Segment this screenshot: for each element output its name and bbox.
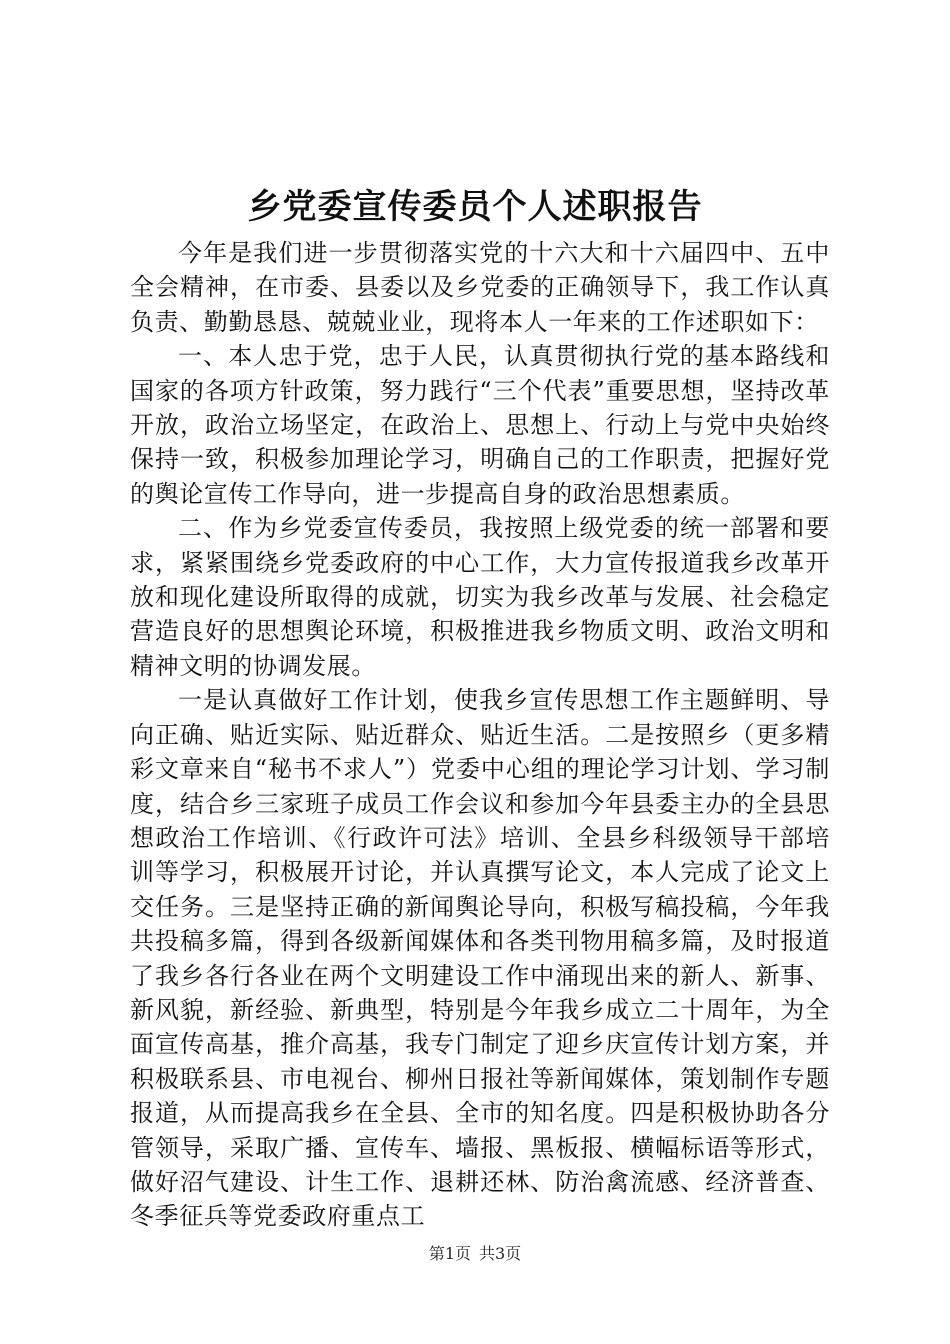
- page-number: 第1页: [428, 1244, 471, 1263]
- page-total: 共3页: [479, 1244, 522, 1263]
- paragraph-intro: 今年是我们进一步贯彻落实党的十六大和十六届四中、五中全会精神，在市委、县委以及乡党委的正确领导下，我工作认真负责、勤勤恳恳、兢兢业业，现将本人一年来的工作述职如下：: [130, 239, 830, 336]
- document-title: 乡党委宣传委员个人述职报告: [247, 187, 703, 227]
- paragraph-section-1: 一、本人忠于党，忠于人民，认真贯彻执行党的基本路线和国家的各项方针政策，努力践行“三个代表”重要思想，坚持改革开放，政治立场坚定，在政治上、思想上、行动上与党中央始终保持一致，积极参加理论学习，明确自己的工作职责，把握好党的舆论宣传工作导向，进一步提高自身的政治思想素质。: [130, 342, 830, 508]
- paragraph-work-details: 一是认真做好工作计划，使我乡宣传思想工作主题鲜明、导向正确、贴近实际、贴近群众、贴近生活。二是按照乡（更多精彩文章来自“秘书不求人”）党委中心组的理论学习计划、学习制度，结合乡三家班子成员工作会议和参加今年县委主办的全县思想政治工作培训、《行政许可法》培训、全县乡科级领导干部培训等学习，积极展开讨论，并认真撰写论文，本人完成了论文上交任务。三是坚持正确的新闻舆论导向，积极写稿投稿，今年我共投稿多篇，得到各级新闻媒体和各类刊物用稿多篇，及时报道了我乡各行各业在两个文明建设工作中涌现出来的新人、新事、新风貌，新经验、新典型，特别是今年我乡成立二十周年，为全面宣传高基，推介高基，我专门制定了迎乡庆宣传计划方案，并积极联系县、市电视台、柳州日报社等新闻媒体，策划制作专题报道，从而提高我乡在全县、全市的知名度。四是积极协助各分管领导，采取广播、宣传车、墙报、黑板报、横幅标语等形式，做好沼气建设、计生工作、退耕还林、防治禽流感、经济普查、冬季征兵等党委政府重点工: [130, 686, 830, 1231]
- paragraph-section-2: 二、作为乡党委宣传委员，我按照上级党委的统一部署和要求，紧紧围绕乡党委政府的中心工作，大力宣传报道我乡改革开放和现化建设所取得的成就，切实为我乡改革与发展、社会稳定营造良好的思想舆论环境，积极推进我乡物质文明、政治文明和精神文明的协调发展。: [130, 514, 830, 680]
- page-footer: [0, 1243, 950, 1265]
- document-body: [130, 236, 830, 1234]
